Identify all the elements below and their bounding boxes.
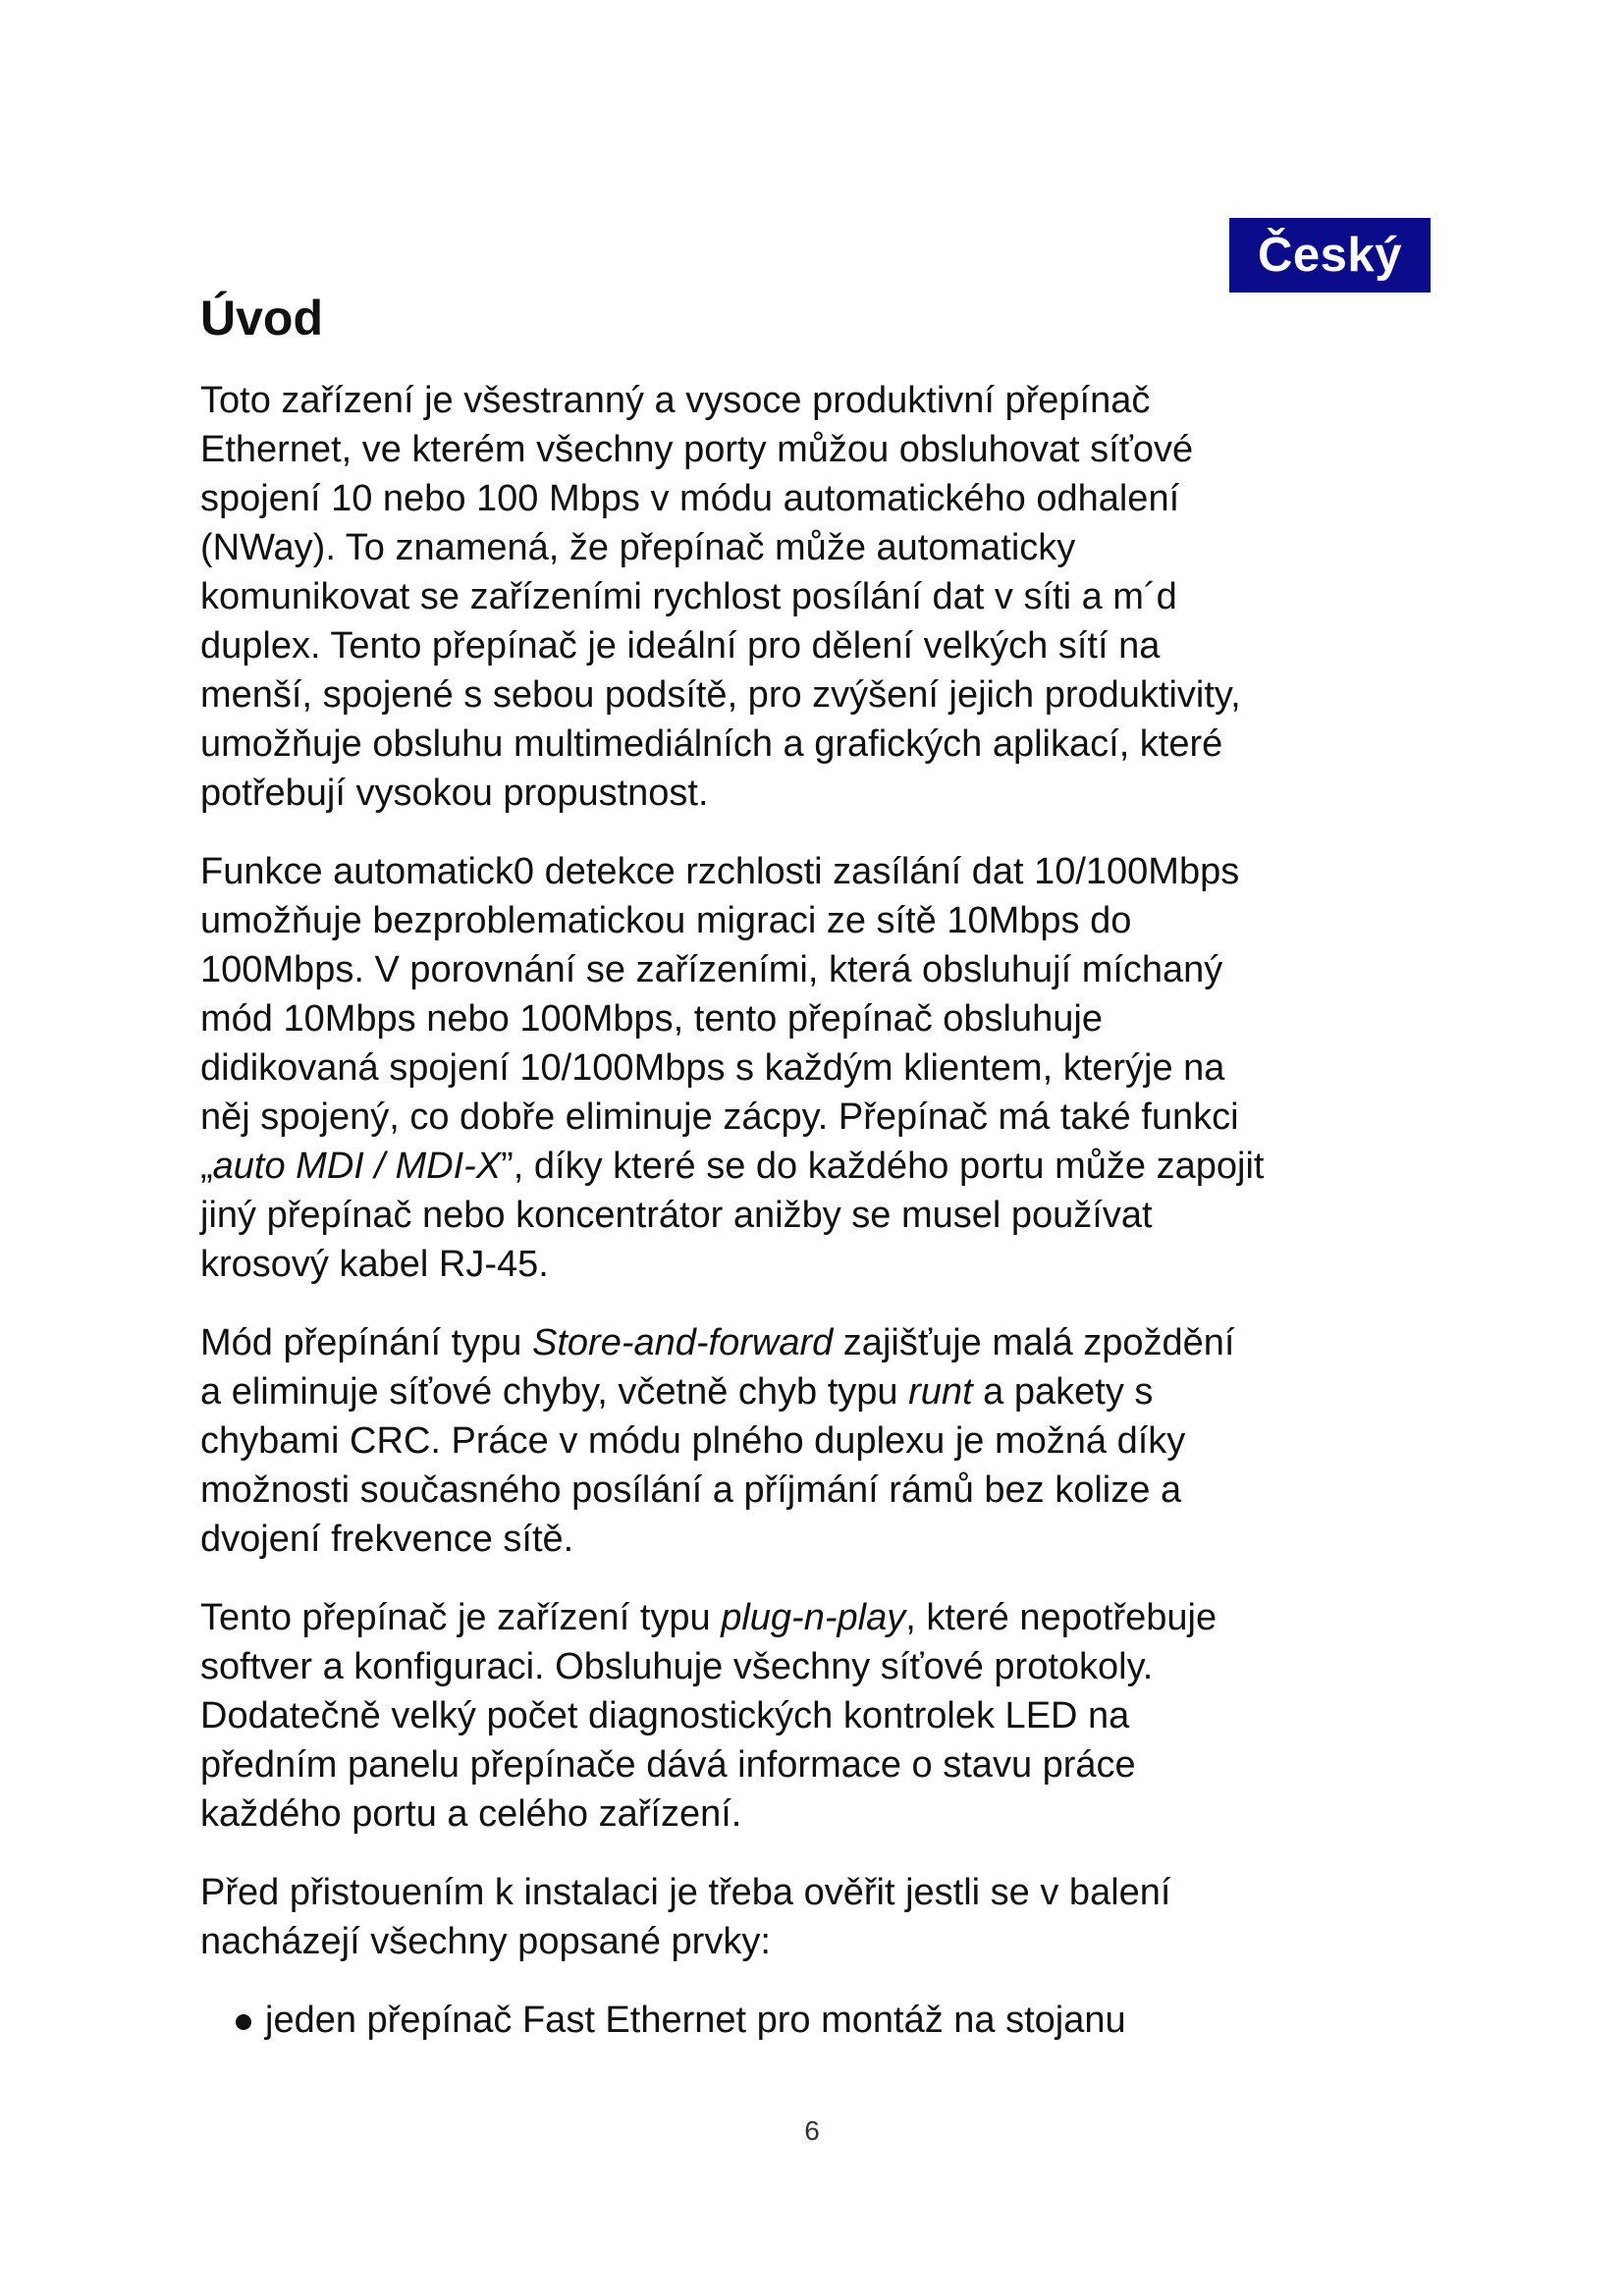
text-line: Funkce automatick0 detekce rzchlosti zasílání dat 10/100Mbps — [200, 851, 1240, 892]
page-number: 6 — [804, 2115, 820, 2146]
term-store-and-forward: Store-and-forward — [532, 1322, 834, 1363]
text-line: komunikovat se zařízeními rychlost posílání dat v síti a m´d — [200, 576, 1177, 617]
document-body — [200, 376, 1447, 2045]
text-line: Před přistouením k instalaci je třeba ověřit jestli se v balení — [200, 1872, 1171, 1913]
paragraph-plug-n-play — [200, 1593, 1447, 1839]
package-contents-list — [200, 1996, 1447, 2045]
text-line: něj spojený, co dobře eliminuje zácpy. Přepínač má také funkci — [200, 1096, 1239, 1138]
text-line: umožňuje obsluhu multimediálních a grafických aplikací, které — [200, 723, 1223, 765]
text-line — [200, 1593, 1447, 1642]
text-line: (NWay). To znamená, že přepínač může automaticky — [200, 527, 1076, 568]
list-item-text: jeden přepínač Fast Ethernet pro montáž na stojanu — [265, 2000, 1126, 2041]
text-line: předním panelu přepínače dává informace o stavu práce — [200, 1744, 1136, 1786]
text-line: krosový kabel RJ-45. — [200, 1244, 549, 1285]
bullet-icon — [236, 2014, 251, 2030]
text-line: možnosti současného posílání a příjmání rámů bez kolize a — [200, 1469, 1182, 1511]
text-line: jiný přepínač nebo koncentrátor anižby se musel používat — [200, 1195, 1153, 1236]
text-line: duplex. Tento přepínač je ideální pro dělení velkých sítí na — [200, 625, 1161, 667]
text-fragment: a eliminuje síťové chyby, včetně chyb typu — [200, 1371, 909, 1413]
text-line — [200, 1318, 1447, 1367]
text-line: Ethernet, ve kterém všechny porty můžou obsluhovat síťové — [200, 429, 1194, 470]
text-fragment: Tento přepínač je zařízení typu — [200, 1597, 722, 1638]
paragraph-intro — [200, 376, 1447, 818]
paragraph-package-check — [200, 1868, 1447, 1966]
text-line: menší, spojené s sebou podsítě, pro zvýšení jejich produktivity, — [200, 674, 1241, 716]
text-line: Toto zařízení je všestranný a vysoce produktivní přepínač — [200, 380, 1151, 421]
text-line: umožňuje bezproblematickou migraci ze sítě 10Mbps do — [200, 900, 1132, 941]
text-line: 100Mbps. V porovnání se zařízeními, která obsluhují míchaný — [200, 949, 1223, 990]
text-line: dvojení frekvence sítě. — [200, 1519, 574, 1560]
text-line: didikovaná spojení 10/100Mbps s každým klientem, kterýje na — [200, 1047, 1225, 1089]
text-line: softver a konfiguraci. Obsluhuje všechny síťové protokoly. — [200, 1646, 1154, 1687]
text-line: každého portu a celého zařízení. — [200, 1793, 742, 1835]
page-title: Úvod — [200, 291, 323, 346]
term-plug-n-play: plug-n-play — [721, 1597, 906, 1638]
text-line-mdi — [200, 1142, 1447, 1191]
term-runt: runt — [908, 1371, 973, 1413]
text-line: potřebují vysokou propustnost. — [200, 773, 709, 814]
text-line: Dodatečně velký počet diagnostických kontrolek LED na — [200, 1695, 1130, 1736]
text-line — [200, 1367, 1447, 1416]
text-line: chybami CRC. Práce v módu plného duplexu je možná díky — [200, 1420, 1186, 1462]
text-fragment: zajišťuje malá zpoždění — [833, 1322, 1235, 1363]
text-fragment: , které nepotřebuje — [905, 1597, 1218, 1638]
paragraph-speed-detection — [200, 847, 1447, 1289]
paragraph-store-and-forward — [200, 1318, 1447, 1564]
language-tab: Český — [1229, 218, 1431, 293]
quote-open: „ — [200, 1146, 213, 1187]
text-fragment: a pakety s — [972, 1371, 1154, 1413]
text-fragment: ”, díky které se do každého portu může zapojit — [501, 1146, 1265, 1187]
text-line: spojení 10 nebo 100 Mbps v módu automatického odhalení — [200, 478, 1180, 519]
term-auto-mdi: auto MDI / MDI-X — [212, 1146, 502, 1187]
text-line: mód 10Mbps nebo 100Mbps, tento přepínač obsluhuje — [200, 998, 1103, 1040]
text-line: nacházejí všechny popsané prvky: — [200, 1921, 771, 1962]
text-fragment: Mód přepínání typu — [200, 1322, 532, 1363]
list-item — [200, 1996, 1447, 2045]
